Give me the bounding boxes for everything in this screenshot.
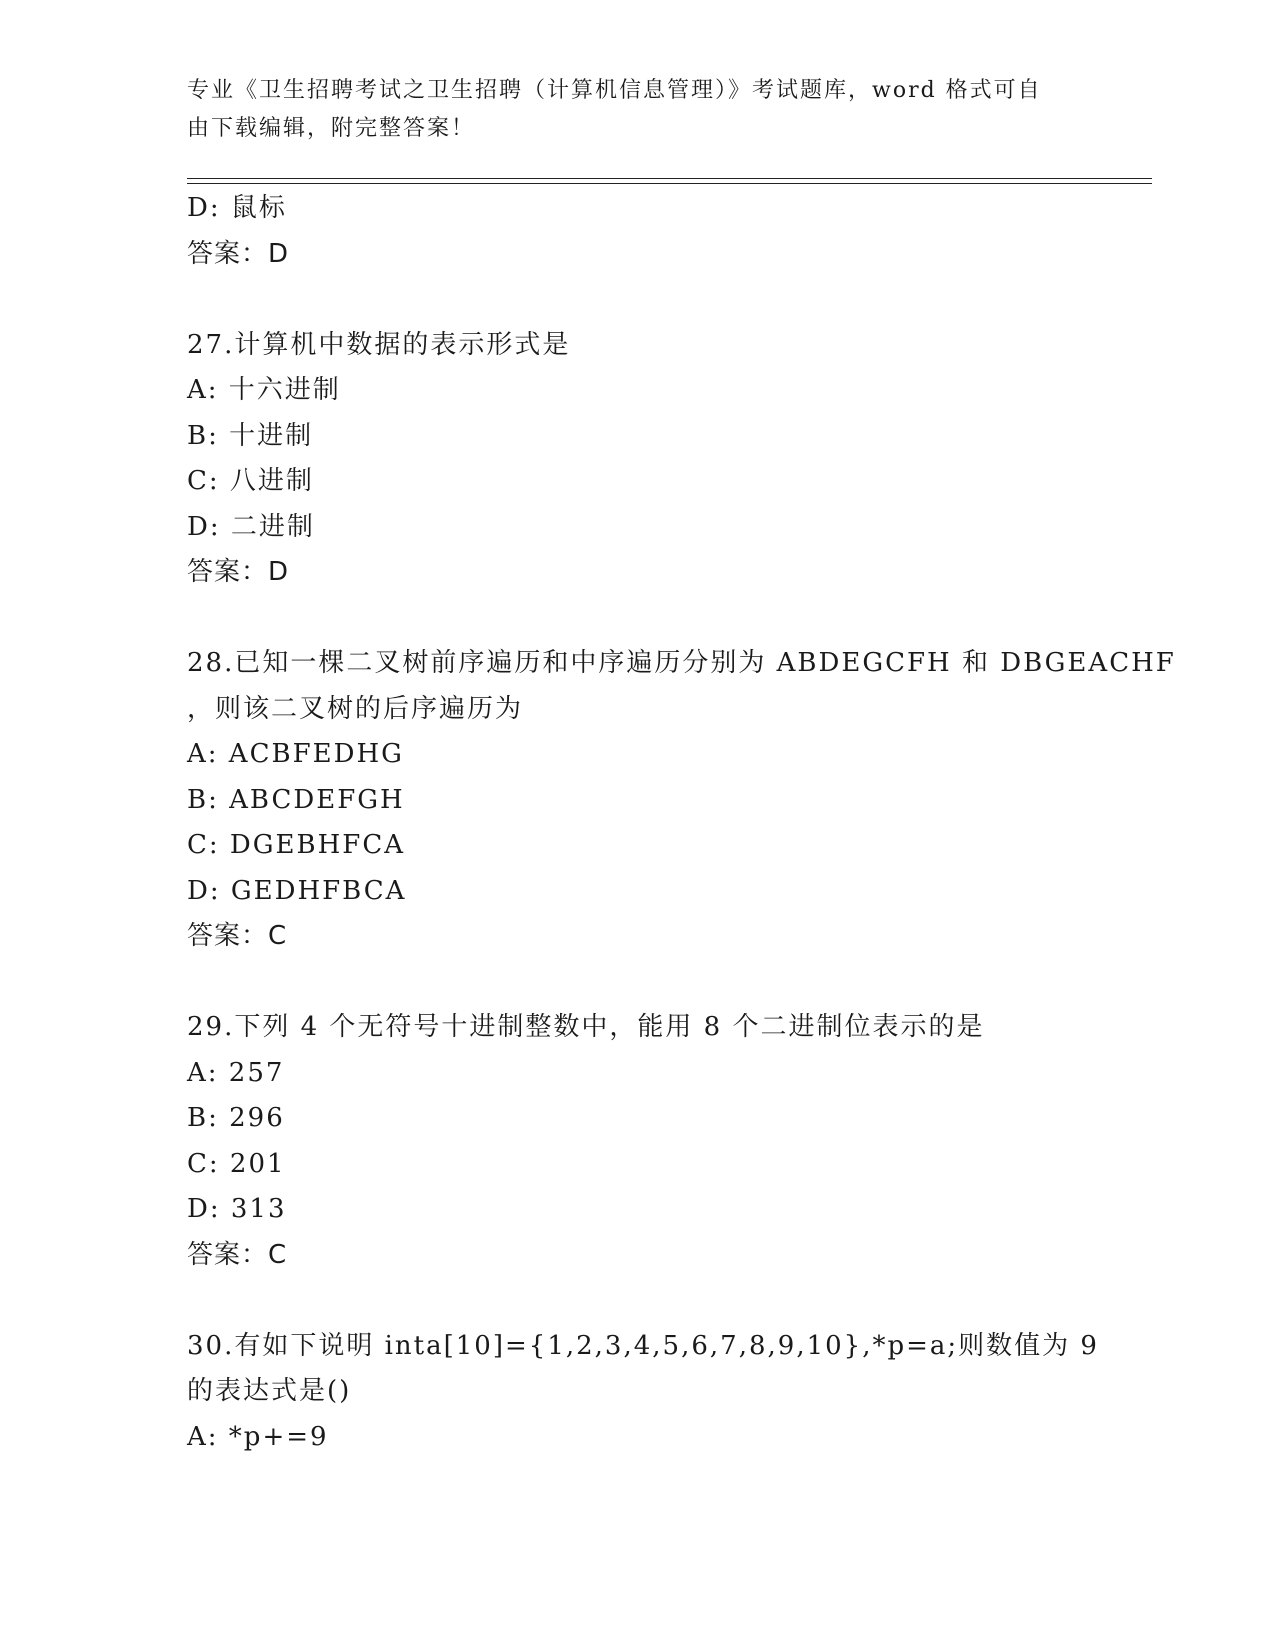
option-d: D: 二进制 (187, 511, 315, 542)
answer: 答案：D (187, 557, 290, 587)
answer: 答案：C (187, 921, 288, 951)
question-29 (187, 1005, 1087, 1278)
question-stem-line-2: ，则该二叉树的后序遍历为 (187, 693, 524, 724)
option-c: C: DGEBHFCA (187, 830, 406, 860)
question-28 (187, 641, 1176, 960)
question-stem-line-2: 的表达式是() (187, 1376, 352, 1406)
header-line-2: 由下载编辑，附完整答案！ (187, 116, 476, 141)
option-a: A: 十六进制 (187, 375, 341, 405)
spacer (187, 596, 1087, 642)
spacer (187, 960, 1087, 1006)
question-stem: 29.下列 4 个无符号十进制整数中，能用 8 个二进制位表示的是 (187, 1012, 985, 1042)
option-c: C: 201 (187, 1148, 286, 1179)
header-line-1: 专业《卫生招聘考试之卫生招聘（计算机信息管理）》考试题库，word 格式可自 (187, 78, 1042, 103)
option-d: D: 313 (187, 1194, 287, 1224)
option-a: A: ACBFEDHG (187, 739, 404, 769)
prev-option-d: D: 鼠标 (187, 193, 287, 223)
spacer (187, 277, 1087, 323)
answer: 答案：C (187, 1239, 288, 1270)
option-d: D: GEDHFBCA (187, 875, 407, 906)
prev-answer: 答案：D (187, 238, 290, 269)
question-27 (187, 323, 1087, 596)
option-a: A: 257 (187, 1057, 285, 1088)
document-header (187, 72, 1087, 148)
option-b: B: 十进制 (187, 420, 314, 451)
header-divider-top (187, 178, 1152, 179)
option-a: A: *p+=9 (187, 1421, 329, 1452)
header-divider-bottom (187, 183, 1152, 184)
spacer (187, 1278, 1087, 1324)
option-b: B: 296 (187, 1103, 285, 1133)
option-b: B: ABCDEFGH (187, 784, 405, 815)
option-c: C: 八进制 (187, 466, 314, 496)
question-stem-line-1: 28.已知一棵二叉树前序遍历和中序遍历分别为 ABDEGCFH 和 DBGEACHF (187, 648, 1176, 678)
question-content (187, 186, 1176, 1460)
question-stem-line-1: 30.有如下说明 inta[10]={1,2,3,4,5,6,7,8,9,10},*p=a;则数值为 9 (187, 1330, 1099, 1361)
question-stem: 27.计算机中数据的表示形式是 (187, 329, 571, 360)
question-30 (187, 1324, 1099, 1461)
